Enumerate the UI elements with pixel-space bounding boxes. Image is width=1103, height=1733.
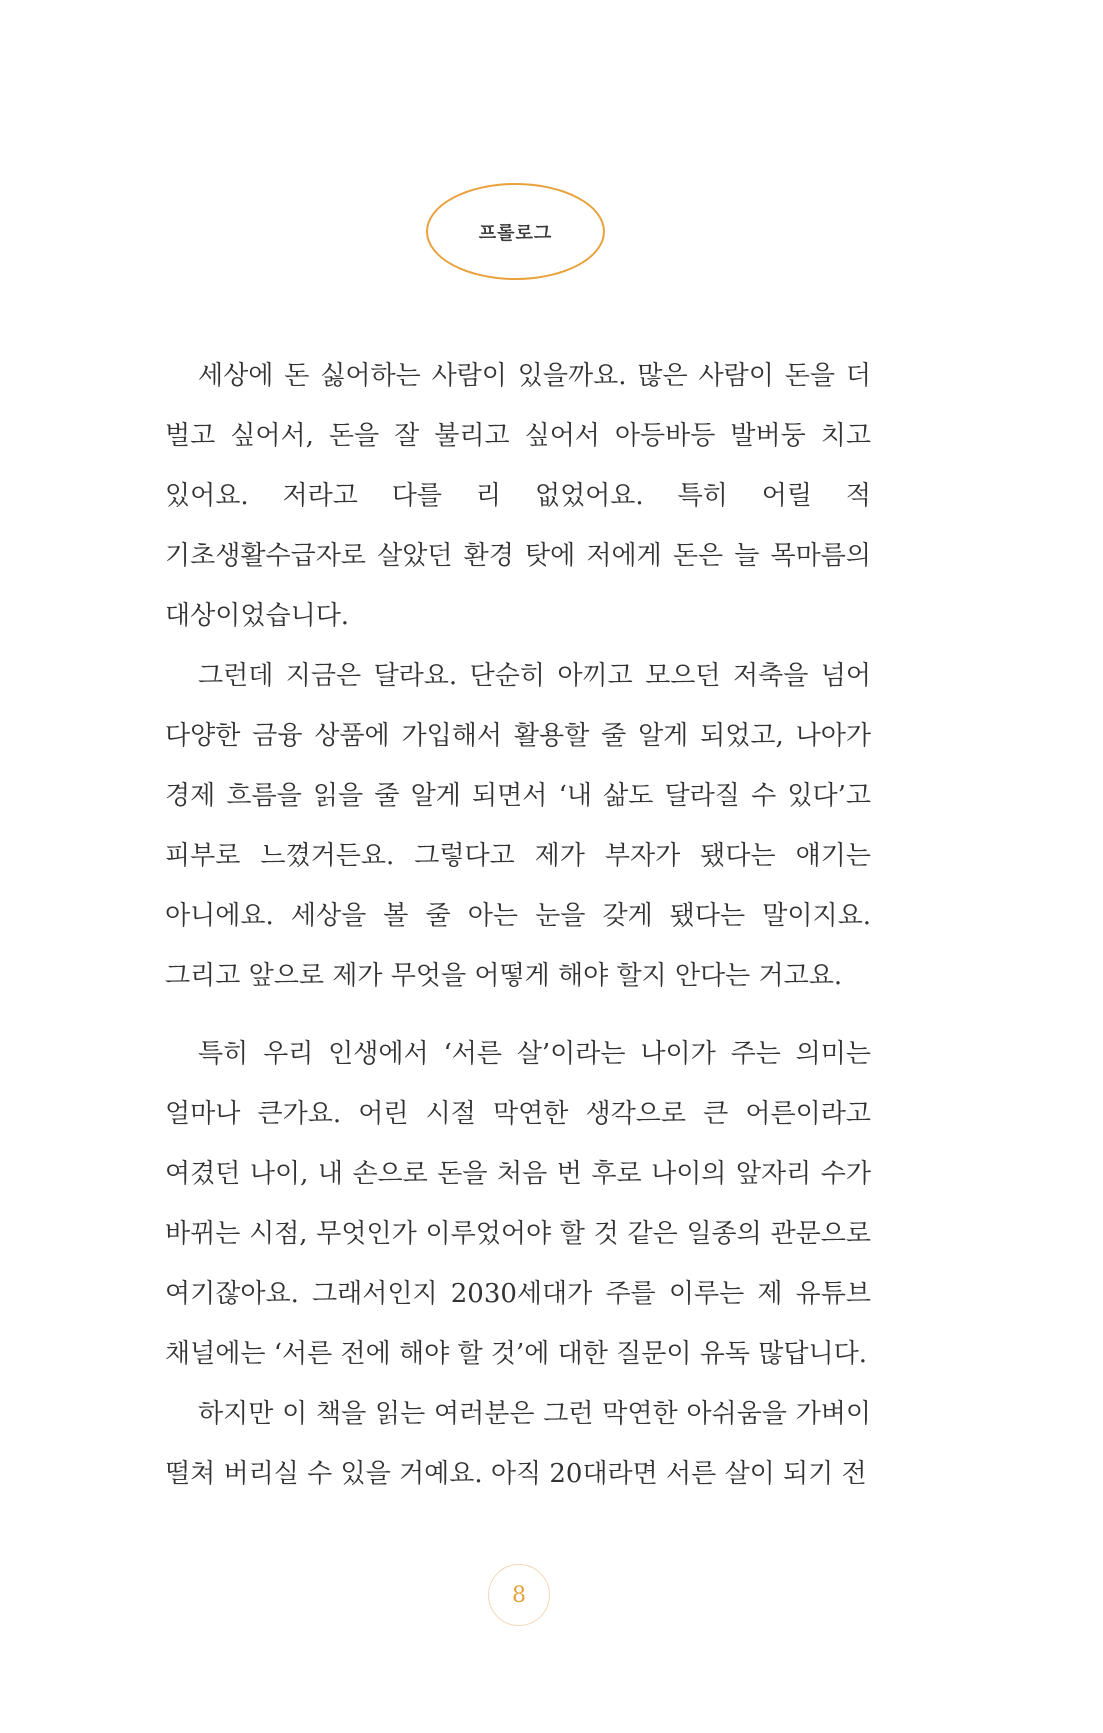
- chapter-title: 프롤로그: [478, 222, 553, 244]
- body-section-2: [165, 1024, 871, 1504]
- chapter-title-badge: [426, 183, 605, 280]
- page-number: 8: [512, 1582, 526, 1608]
- paragraph: 그런데 지금은 달라요. 단순히 아끼고 모으던 저축을 넘어 다양한 금융 상품에 가입해서 활용할 줄 알게 되었고, 나아가 경제 흐름을 읽을 줄 알게 되면서 ‘내 삶도 달라질 수 있다’고 피부로 느꼈거든요. 그렇다고 제가 부자가 됐다는 얘기는 아니에요. 세상을 볼 줄 아는 눈을 갖게 됐다는 말이지요. 그리고 앞으로 제가 무엇을 어떻게 해야 할지 안다는 거고요.: [165, 661, 871, 991]
- paragraph: 특히 우리 인생에서 ‘서른 살’이라는 나이가 주는 의미는 얼마나 큰가요. 어린 시절 막연한 생각으로 큰 어른이라고 여겼던 나이, 내 손으로 돈을 처음 번 후로 나이의 앞자리 수가 바뀌는 시점, 무엇인가 이루었어야 할 것 같은 일종의 관문으로 여기잖아요. 그래서인지 2030세대가 주를 이루는 제 유튜브 채널에는 ‘서른 전에 해야 할 것’에 대한 질문이 유독 많답니다.: [165, 1039, 871, 1369]
- paragraph: 하지만 이 책을 읽는 여러분은 그런 막연한 아쉬움을 가벼이 떨쳐 버리실 수 있을 거예요. 아직 20대라면 서른 살이 되기 전: [165, 1399, 871, 1489]
- page-number-badge: [488, 1564, 550, 1626]
- body-section-1: [165, 346, 871, 1006]
- paragraph: 세상에 돈 싫어하는 사람이 있을까요. 많은 사람이 돈을 더 벌고 싶어서, 돈을 잘 불리고 싶어서 아등바등 발버둥 치고 있어요. 저라고 다를 리 없었어요. 특히 어릴 적 기초생활수급자로 살았던 환경 탓에 저에게 돈은 늘 목마름의 대상이었습니다.: [165, 361, 871, 631]
